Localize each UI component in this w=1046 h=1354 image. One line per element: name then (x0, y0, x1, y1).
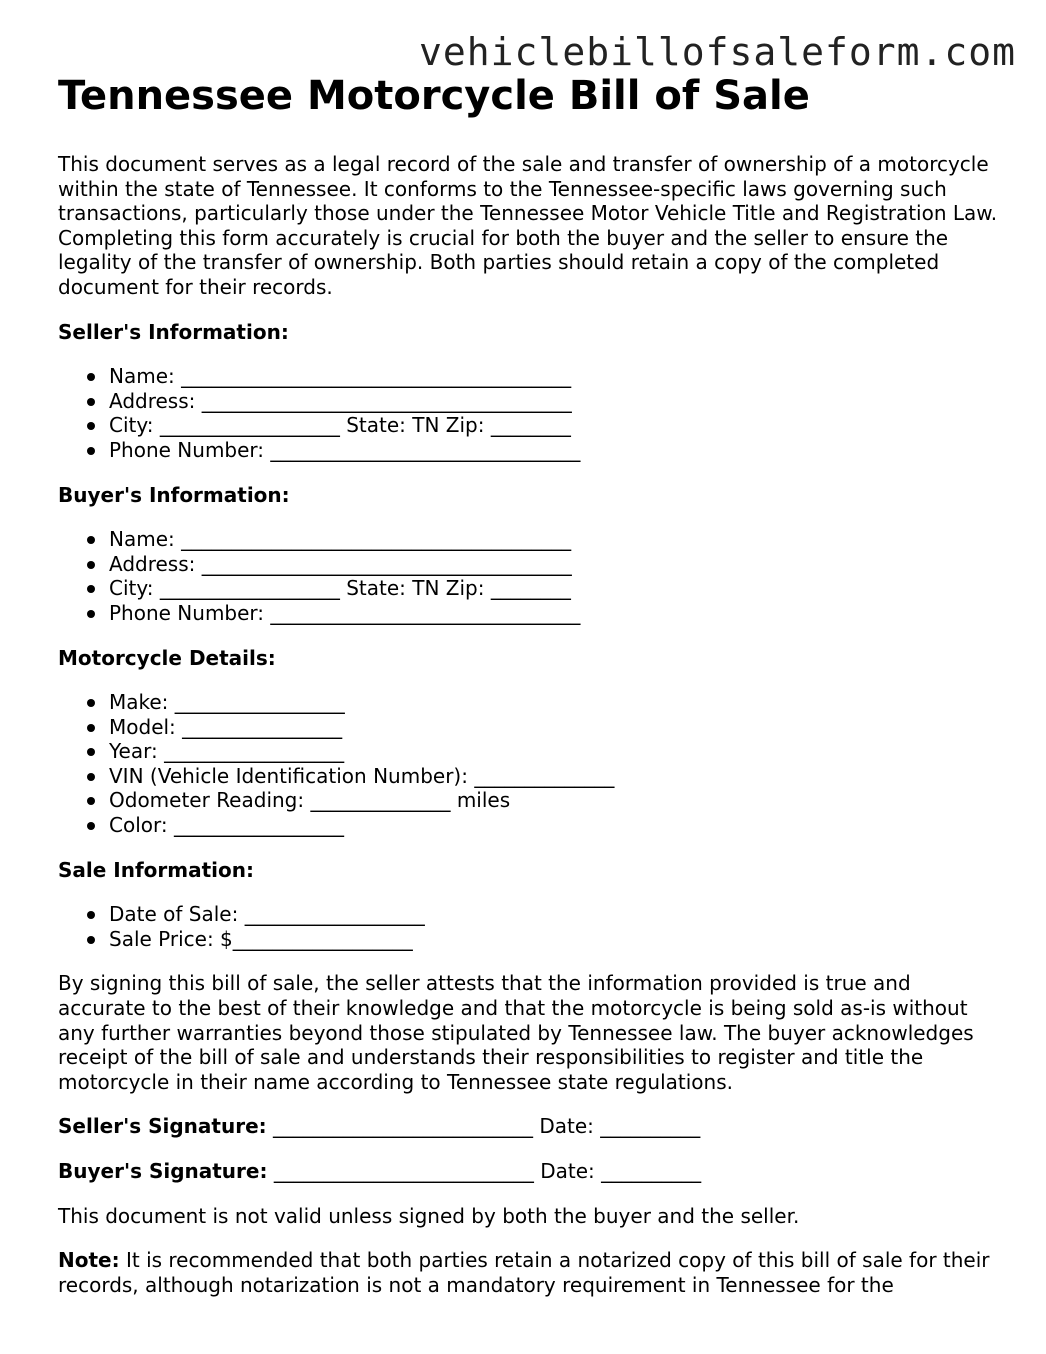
buyer-signature-blank: __________________________ Date: __________ (267, 1159, 702, 1183)
seller-signature-blank: __________________________ Date: __________ (266, 1114, 701, 1139)
sale-info-heading: Sale Information: (58, 857, 254, 882)
buyer-signature-line (58, 1159, 998, 1184)
date-of-sale-field: Date of Sale: __________________ (109, 902, 998, 927)
buyer-name-field: Name: _______________________________________ (109, 527, 998, 552)
motorcycle-details-list (58, 690, 998, 838)
note-paragraph (58, 1248, 998, 1297)
validity-statement: This document is not valid unless signed by both the buyer and the seller. (58, 1203, 800, 1228)
buyer-info-heading: Buyer's Information: (58, 482, 290, 507)
vin-field: VIN (Vehicle Identification Number): ______________ (109, 764, 998, 789)
intro-paragraph: This document serves as a legal record of the sale and transfer of ownership of a motorcycle within the state of Tennessee. It conforms to the Tennessee-specific laws governing such transactions, particularly those under the Tennessee Motor Vehicle Title and Registration Law. Completing this form accurately is crucial for both the buyer and the seller to ensure the legality of the transfer of ownership. Both parties should retain a copy of the completed document for their records. (58, 152, 998, 299)
seller-signature-line (58, 1114, 998, 1139)
seller-info-heading: Seller's Information: (58, 319, 289, 344)
page-title: Tennessee Motorcycle Bill of Sale (58, 73, 810, 119)
site-watermark: vehiclebillofsaleform.com (419, 30, 1016, 74)
color-field: Color: _________________ (109, 813, 998, 838)
motorcycle-details-heading: Motorcycle Details: (58, 645, 276, 670)
sale-info-list (58, 902, 998, 951)
model-field: Model: ________________ (109, 715, 998, 740)
sale-price-field: Sale Price: $__________________ (109, 927, 998, 952)
seller-name-field: Name: _______________________________________ (109, 364, 998, 389)
attestation-paragraph: By signing this bill of sale, the seller attests that the information provided is true and accurate to the best of their knowledge and that the motorcycle is being sold as-is without any further warranties beyond those stipulated by Tennessee law. The buyer acknowledges receipt of the bill of sale and understands their responsibilities to register and title the motorcycle in their name according to Tennessee state regulations. (58, 971, 974, 1094)
odometer-field: Odometer Reading: ______________ miles (109, 788, 998, 813)
note-text: It is recommended that both parties retain a notarized copy of this bill of sale for their records, although notarization is not a mandatory requirement in Tennessee for the (58, 1248, 990, 1297)
seller-info-list (58, 364, 998, 462)
year-field: Year: __________________ (109, 739, 998, 764)
buyer-info-list (58, 527, 998, 625)
document-body (58, 152, 998, 1317)
seller-city-state-zip-field: City: __________________ State: TN Zip: ________ (109, 413, 998, 438)
buyer-phone-field: Phone Number: _______________________________ (109, 601, 998, 626)
seller-signature-label: Seller's Signature: (58, 1114, 267, 1139)
make-field: Make: _________________ (109, 690, 998, 715)
buyer-city-state-zip-field: City: __________________ State: TN Zip: ________ (109, 576, 998, 601)
buyer-signature-label: Buyer's Signature: (58, 1159, 268, 1183)
buyer-address-field: Address: _____________________________________ (109, 552, 998, 577)
note-label: Note: (58, 1248, 120, 1273)
seller-address-field: Address: _____________________________________ (109, 389, 998, 414)
seller-phone-field: Phone Number: _______________________________ (109, 438, 998, 463)
